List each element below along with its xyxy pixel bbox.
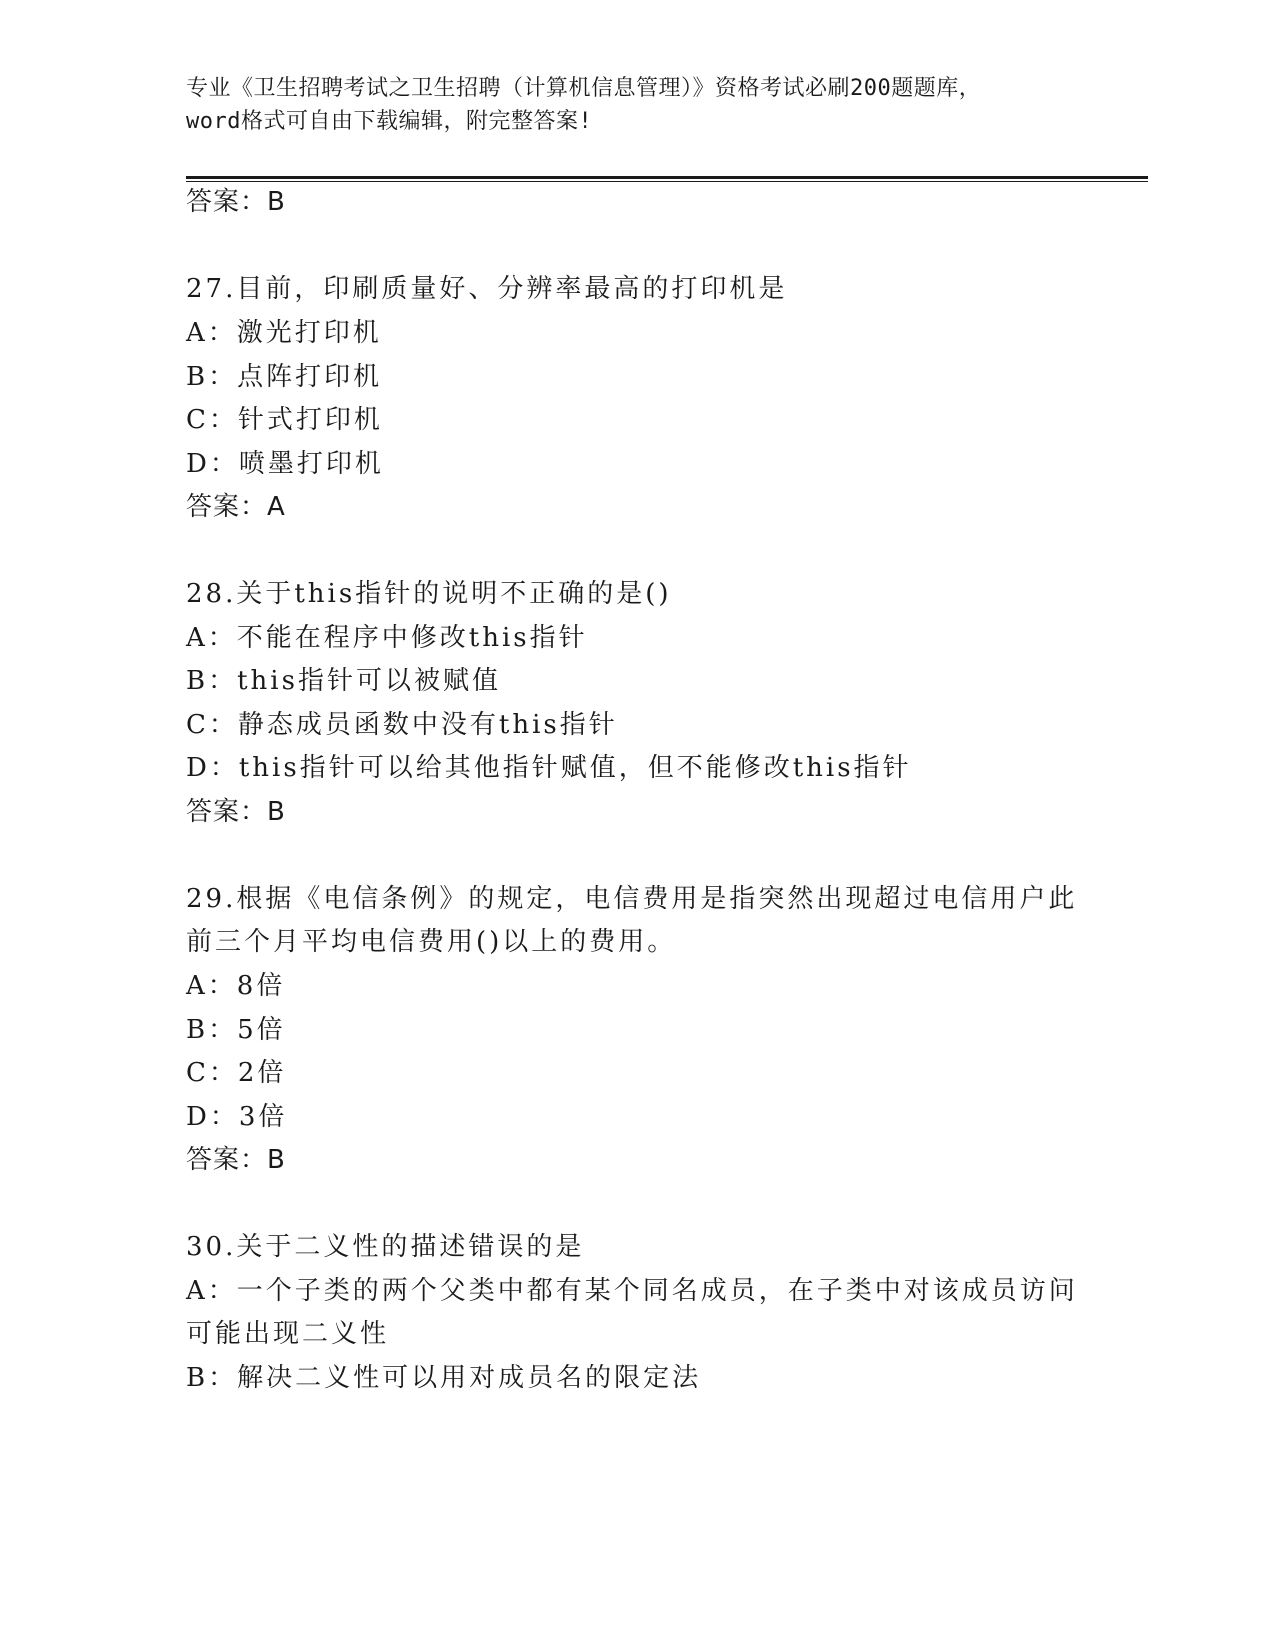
header-title-line-1: 专业《卫生招聘考试之卫生招聘（计算机信息管理）》资格考试必刷200题题库， — [186, 76, 982, 101]
question-28-stem: 28.关于this指针的说明不正确的是() — [186, 579, 672, 609]
header-title-line-2: word格式可自由下载编辑，附完整答案! — [186, 109, 593, 134]
question-29-option-d: D：3倍 — [186, 1102, 288, 1132]
document-header — [186, 72, 1086, 138]
question-30-option-b: B：解决二义性可以用对成员名的限定法 — [186, 1363, 702, 1393]
question-29-stem-line-2: 前三个月平均电信费用()以上的费用。 — [186, 927, 677, 957]
question-29-option-b: B：5倍 — [186, 1015, 286, 1045]
answer-26: 答案：B — [186, 187, 286, 217]
question-29-option-c: C：2倍 — [186, 1058, 287, 1088]
question-27-option-d: D：喷墨打印机 — [186, 449, 384, 479]
question-30-option-a-line-2: 可能出现二义性 — [186, 1319, 390, 1349]
question-28-option-c: C：静态成员函数中没有this指针 — [186, 710, 618, 740]
question-29-stem-line-1: 29.根据《电信条例》的规定，电信费用是指突然出现超过电信用户此 — [186, 884, 1078, 914]
question-27-option-a: A：激光打印机 — [186, 318, 382, 348]
question-30-option-a-line-1: A：一个子类的两个父类中都有某个同名成员，在子类中对该成员访问 — [186, 1276, 1078, 1306]
question-27-option-c: C：针式打印机 — [186, 405, 383, 435]
question-28-option-d: D：this指针可以给其他指针赋值，但不能修改this指针 — [186, 753, 912, 783]
header-divider-thin — [186, 181, 1148, 182]
answer-28: 答案：B — [186, 797, 286, 827]
question-27-stem: 27.目前，印刷质量好、分辨率最高的打印机是 — [186, 274, 788, 304]
question-28-option-a: A：不能在程序中修改this指针 — [186, 623, 588, 653]
question-30-stem: 30.关于二义性的描述错误的是 — [186, 1232, 585, 1262]
question-29-option-a: A：8倍 — [186, 971, 286, 1001]
answer-27: 答案：A — [186, 492, 286, 522]
question-27-option-b: B：点阵打印机 — [186, 362, 383, 392]
answer-29: 答案：B — [186, 1145, 286, 1175]
question-28-option-b: B：this指针可以被赋值 — [186, 666, 501, 696]
header-divider — [186, 176, 1148, 179]
